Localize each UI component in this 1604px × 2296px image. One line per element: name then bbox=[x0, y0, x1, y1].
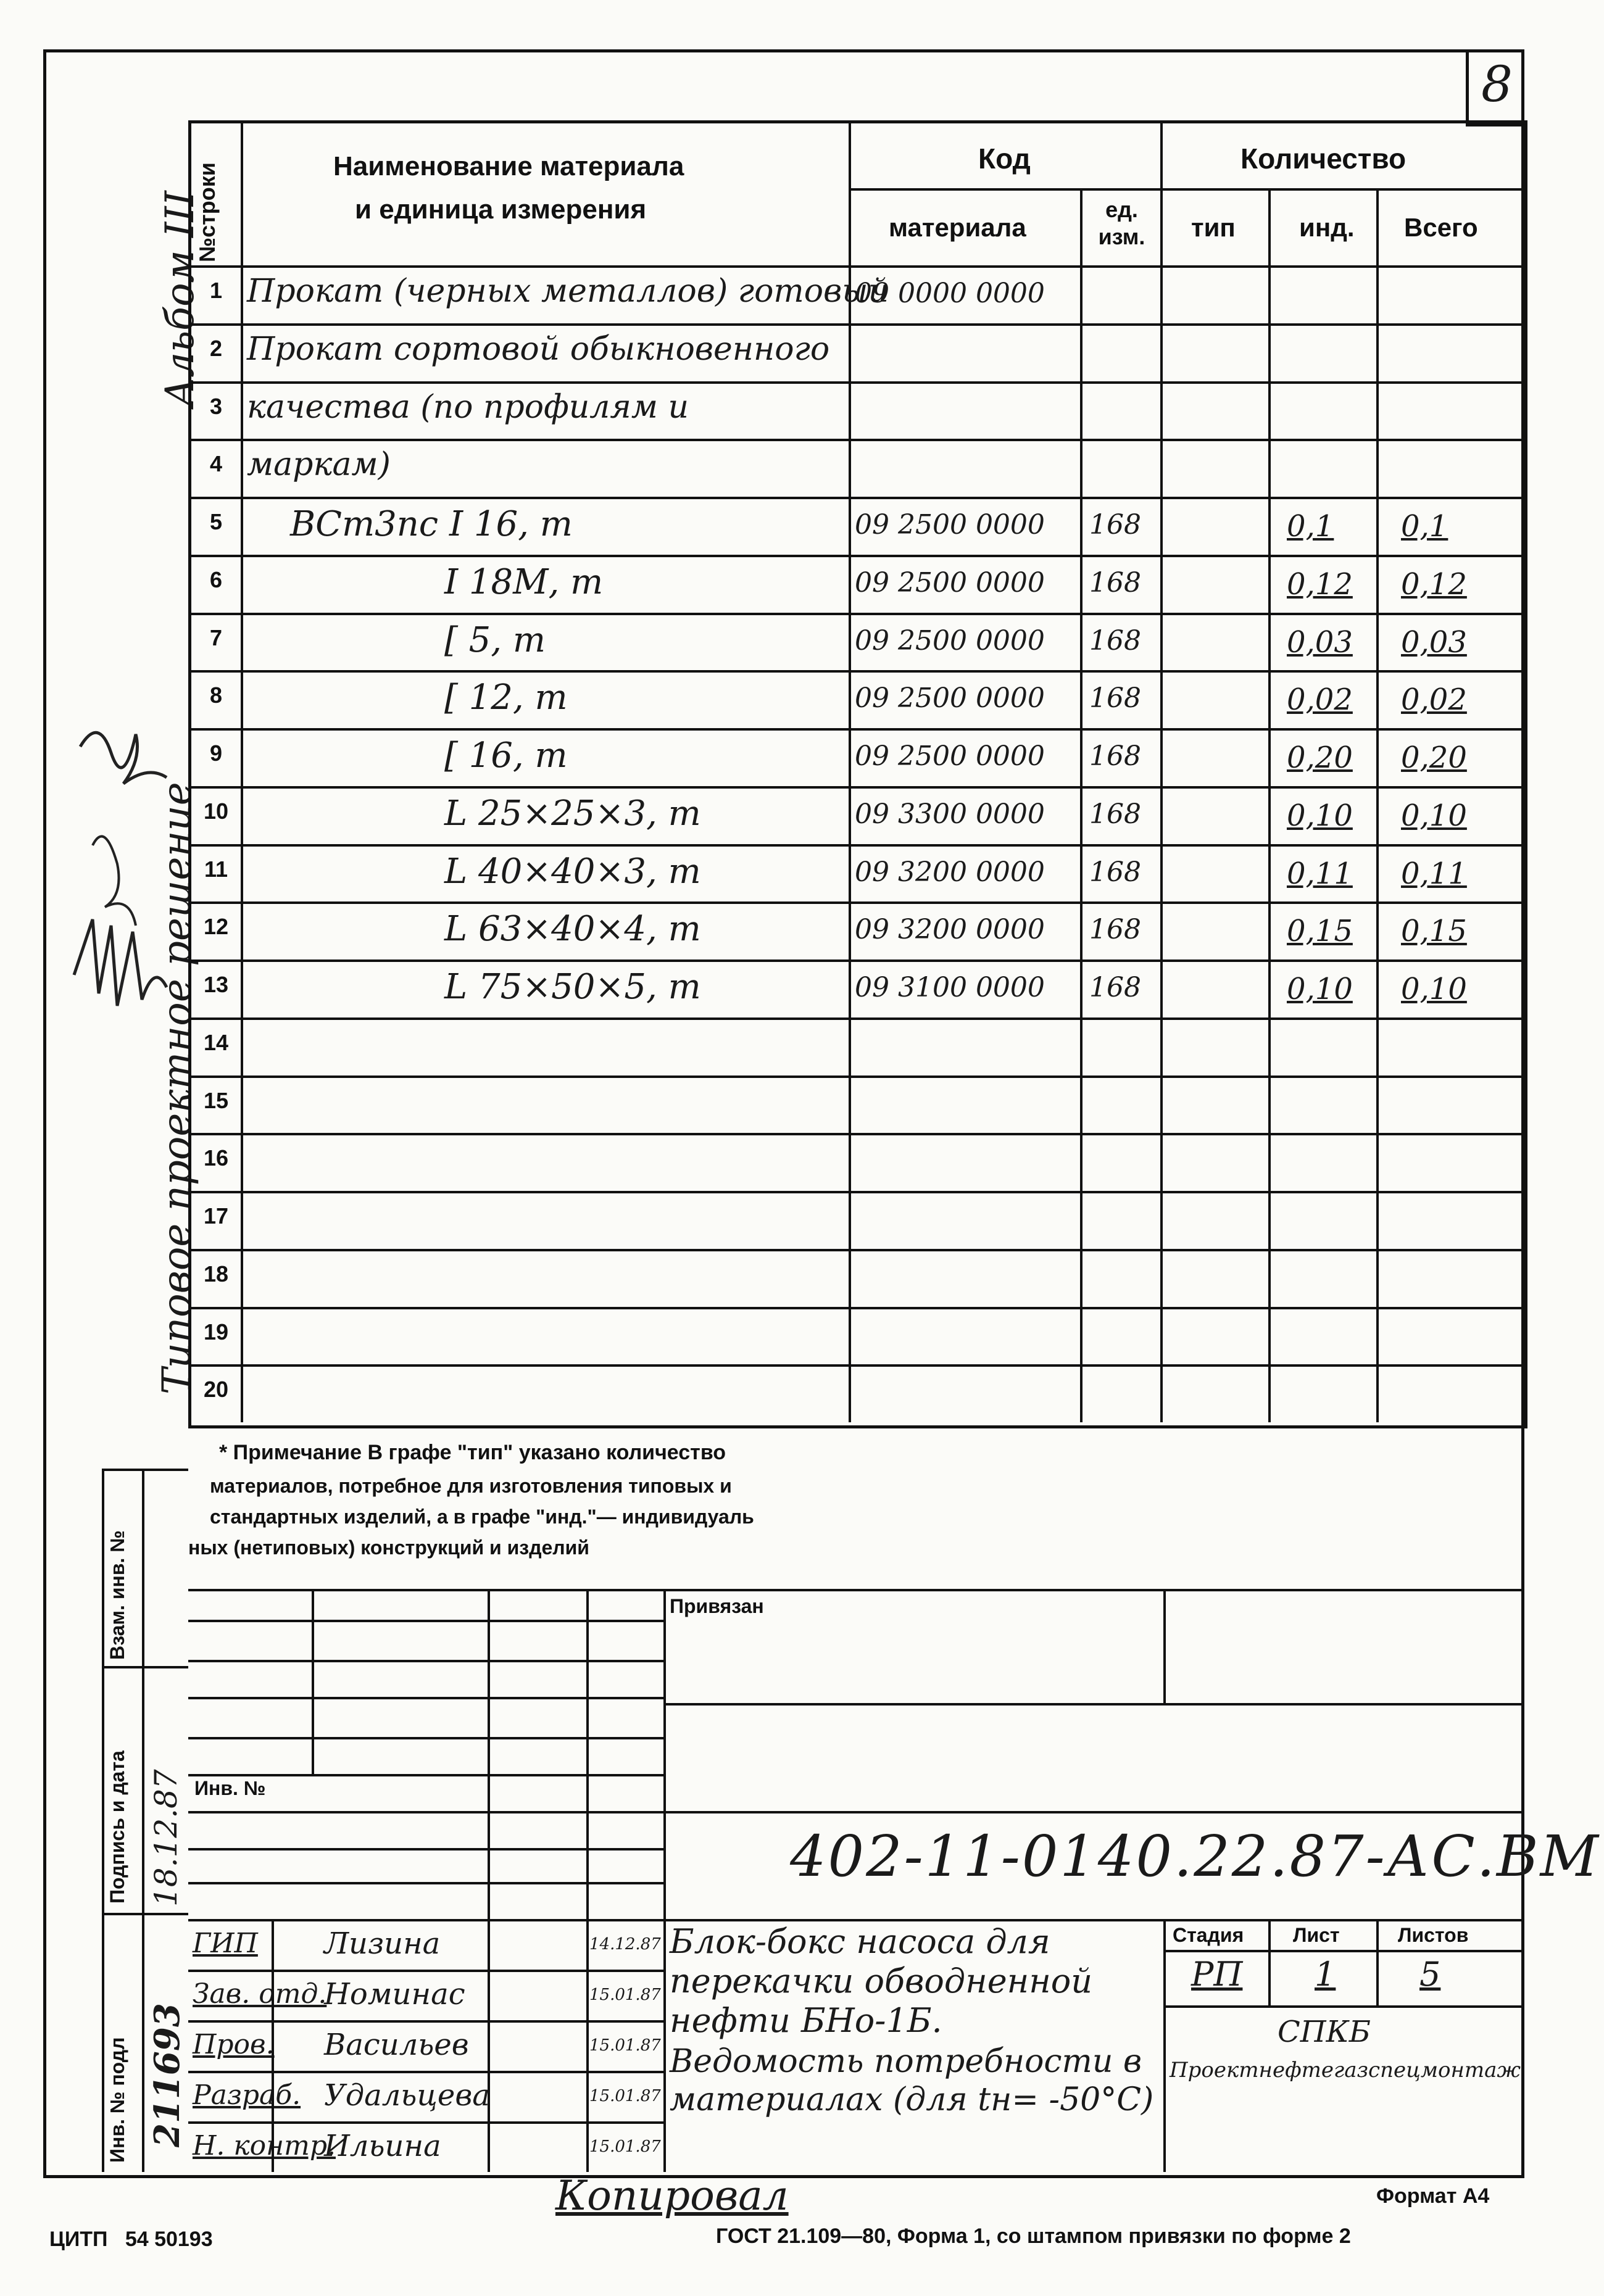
sheets-value: 5 bbox=[1419, 1955, 1441, 1994]
row-number: 9 bbox=[209, 740, 223, 766]
inv-no-label: Инв. № bbox=[194, 1777, 266, 1799]
unit-code: 168 bbox=[1089, 624, 1141, 657]
org-name-1: СПКБ bbox=[1278, 2015, 1371, 2049]
material-name: L 25×25×3, т bbox=[444, 793, 701, 834]
inv-podl-label: Инв. № подл bbox=[106, 2037, 128, 2163]
code-material-header: материала bbox=[889, 213, 1026, 242]
material-code: 09 2500 0000 bbox=[855, 509, 1045, 541]
podp-data-label: Подпись и дата bbox=[106, 1751, 128, 1904]
signature-name: Васильев bbox=[324, 2028, 469, 2062]
series-label: Типовое проектное решение bbox=[154, 782, 200, 1395]
unit-code: 168 bbox=[1089, 856, 1141, 888]
qty-total: 0,10 bbox=[1401, 798, 1467, 833]
material-name: Прокат (черных металлов) готовый bbox=[247, 273, 889, 310]
qty-ind: 0,1 bbox=[1287, 509, 1334, 544]
row-number: 10 bbox=[203, 798, 229, 824]
material-code: 09 2500 0000 bbox=[855, 624, 1045, 657]
material-name: L 75×50×5, т bbox=[444, 967, 701, 1007]
material-code: 09 3200 0000 bbox=[855, 856, 1045, 888]
row-number: 12 bbox=[203, 914, 229, 940]
qty-ind: 0,15 bbox=[1287, 914, 1353, 949]
quantity-header: Количество bbox=[1240, 143, 1407, 175]
privyazan-label: Привязан bbox=[670, 1595, 764, 1617]
qty-total: 0,11 bbox=[1401, 856, 1467, 891]
signature-role: Н. контр. bbox=[193, 2130, 336, 2161]
qty-total: 0,10 bbox=[1401, 972, 1467, 1006]
qty-type-header: тип bbox=[1191, 213, 1236, 242]
qty-total-header: Всего bbox=[1404, 213, 1478, 242]
qty-ind: 0,12 bbox=[1287, 566, 1353, 602]
footer-right: ГОСТ 21.109—80, Форма 1, со штампом привязки по форме 2 bbox=[716, 2224, 1351, 2248]
album-label: Альбом III bbox=[157, 191, 203, 407]
unit-code: 168 bbox=[1089, 914, 1141, 946]
qty-ind: 0,10 bbox=[1287, 798, 1353, 833]
code-header: Код bbox=[978, 143, 1031, 175]
signature-role: Пров. bbox=[193, 2029, 275, 2060]
copied-by: Копировал bbox=[555, 2172, 789, 2219]
qty-ind: 0,10 bbox=[1287, 972, 1353, 1006]
signature-name: Лизина bbox=[324, 1926, 441, 1961]
row-number: 17 bbox=[203, 1203, 229, 1229]
row-number: 19 bbox=[203, 1319, 229, 1345]
material-code: 09 3300 0000 bbox=[855, 798, 1045, 830]
format-label: Формат А4 bbox=[1376, 2184, 1490, 2208]
row-number: 20 bbox=[203, 1377, 229, 1403]
row-number: 18 bbox=[203, 1261, 229, 1287]
row-number: 16 bbox=[203, 1145, 229, 1171]
qty-total: 0,12 bbox=[1401, 566, 1467, 602]
qty-total: 0,20 bbox=[1401, 740, 1467, 775]
material-name: [ 16, т bbox=[444, 736, 568, 776]
sheet-number: 8 bbox=[1481, 56, 1513, 113]
unit-code: 168 bbox=[1089, 972, 1141, 1003]
signature-date: 15.01.87 bbox=[589, 2087, 661, 2105]
note-line-3: стандартных изделий, а в графе "инд."— индивидуаль bbox=[210, 1506, 754, 1528]
org-name-2: Проектнефтегазспецмонтаж bbox=[1170, 2058, 1521, 2083]
material-name: L 63×40×4, т bbox=[444, 909, 701, 950]
row-number: 8 bbox=[209, 682, 223, 708]
material-name: [ 12, т bbox=[444, 678, 568, 718]
qty-total: 0,02 bbox=[1401, 682, 1467, 718]
signature-role: Разраб. bbox=[193, 2079, 301, 2111]
qty-ind: 0,11 bbox=[1287, 856, 1353, 891]
sheet-label: Лист bbox=[1293, 1924, 1340, 1946]
signature-date: 14.12.87 bbox=[589, 1935, 661, 1954]
material-name: I 18М, т bbox=[444, 562, 604, 602]
footer-left: ЦИТП 54 50193 bbox=[49, 2228, 213, 2251]
signature-date: 15.01.87 bbox=[589, 2137, 661, 2156]
qty-ind: 0,20 bbox=[1287, 740, 1353, 775]
row-number: 11 bbox=[204, 856, 228, 882]
unit-code: 168 bbox=[1089, 740, 1141, 772]
signature-role: Зав. отд. bbox=[193, 1978, 327, 2010]
row-number: 14 bbox=[203, 1029, 229, 1055]
note-line-1: * Примечание В графе "тип" указано количество bbox=[219, 1441, 726, 1464]
qty-total: 0,15 bbox=[1401, 914, 1467, 949]
material-name: ВСт3пс I 16, т bbox=[290, 504, 573, 544]
unit-code: 168 bbox=[1089, 798, 1141, 830]
document-code: 402-11-0140.22.87-АС.ВМ bbox=[790, 1823, 1600, 1889]
qty-total: 0,03 bbox=[1401, 624, 1467, 660]
material-code: 09 2500 0000 bbox=[855, 682, 1045, 715]
sheet-title: Ведомость потребности в материалах (для tн= -50°С) bbox=[670, 2043, 1154, 2118]
object-title: Блок-бокс насоса для перекачки обводненной нефти БНо-1Б. bbox=[670, 1922, 1093, 2040]
qty-ind-header: инд. bbox=[1299, 213, 1355, 242]
stage-label: Стадия bbox=[1173, 1924, 1244, 1946]
row-number: 4 bbox=[209, 451, 223, 477]
unit-code: 168 bbox=[1089, 566, 1141, 599]
row-number: 5 bbox=[209, 509, 223, 534]
vzam-inv-label: Взам. инв. № bbox=[106, 1530, 128, 1660]
material-name: [ 5, т bbox=[444, 620, 546, 660]
row-number: 2 bbox=[209, 335, 223, 361]
qty-ind: 0,02 bbox=[1287, 682, 1353, 718]
material-code: 09 3200 0000 bbox=[855, 914, 1045, 946]
code-unit-header: ед. изм. bbox=[1098, 197, 1145, 249]
signature-date: 15.01.87 bbox=[589, 1986, 661, 2004]
note-line-4: ных (нетиповых) конструкций и изделий bbox=[188, 1536, 589, 1559]
row-number: 6 bbox=[209, 566, 223, 592]
material-unit-header: и единица измерения bbox=[355, 194, 647, 225]
signature-name: Номинас bbox=[324, 1977, 465, 2012]
note-line-2: материалов, потребное для изготовления типовых и bbox=[210, 1475, 732, 1497]
row-number-header: №строки bbox=[194, 162, 220, 262]
unit-code: 168 bbox=[1089, 509, 1141, 541]
row-number: 1 bbox=[209, 278, 223, 303]
signature-role: ГИП bbox=[193, 1928, 258, 1959]
material-name: Прокат сортовой обыкновенного bbox=[247, 330, 830, 368]
signature-name: Ильина bbox=[324, 2129, 441, 2163]
unit-code: 168 bbox=[1089, 682, 1141, 715]
inv-podl-value: 211693 bbox=[147, 2003, 188, 2147]
material-name: L 40×40×3, т bbox=[444, 851, 701, 892]
material-name: качества (по профилям и bbox=[247, 388, 689, 426]
sheet-value: 1 bbox=[1315, 1955, 1336, 1994]
margin-signatures bbox=[56, 710, 173, 1154]
signature-name: Удальцева bbox=[324, 2078, 490, 2113]
qty-ind: 0,03 bbox=[1287, 624, 1353, 660]
stage-value: РП bbox=[1191, 1955, 1243, 1994]
material-code: 09 3100 0000 bbox=[855, 972, 1045, 1003]
row-number: 3 bbox=[209, 393, 223, 419]
material-code: 09 2500 0000 bbox=[855, 566, 1045, 599]
material-code: 09 2500 0000 bbox=[855, 740, 1045, 772]
row-number: 7 bbox=[209, 624, 223, 650]
sheets-label: Листов bbox=[1398, 1924, 1469, 1946]
material-name-header: Наименование материала bbox=[333, 151, 684, 181]
signature-date: 15.01.87 bbox=[589, 2036, 661, 2055]
row-number: 13 bbox=[203, 972, 229, 997]
qty-total: 0,1 bbox=[1401, 509, 1448, 544]
material-code: 09 0000 0000 bbox=[855, 278, 1045, 309]
row-number: 15 bbox=[203, 1087, 229, 1113]
material-name: маркам) bbox=[247, 446, 391, 484]
date-value: 18.12.87 bbox=[148, 1769, 184, 1907]
